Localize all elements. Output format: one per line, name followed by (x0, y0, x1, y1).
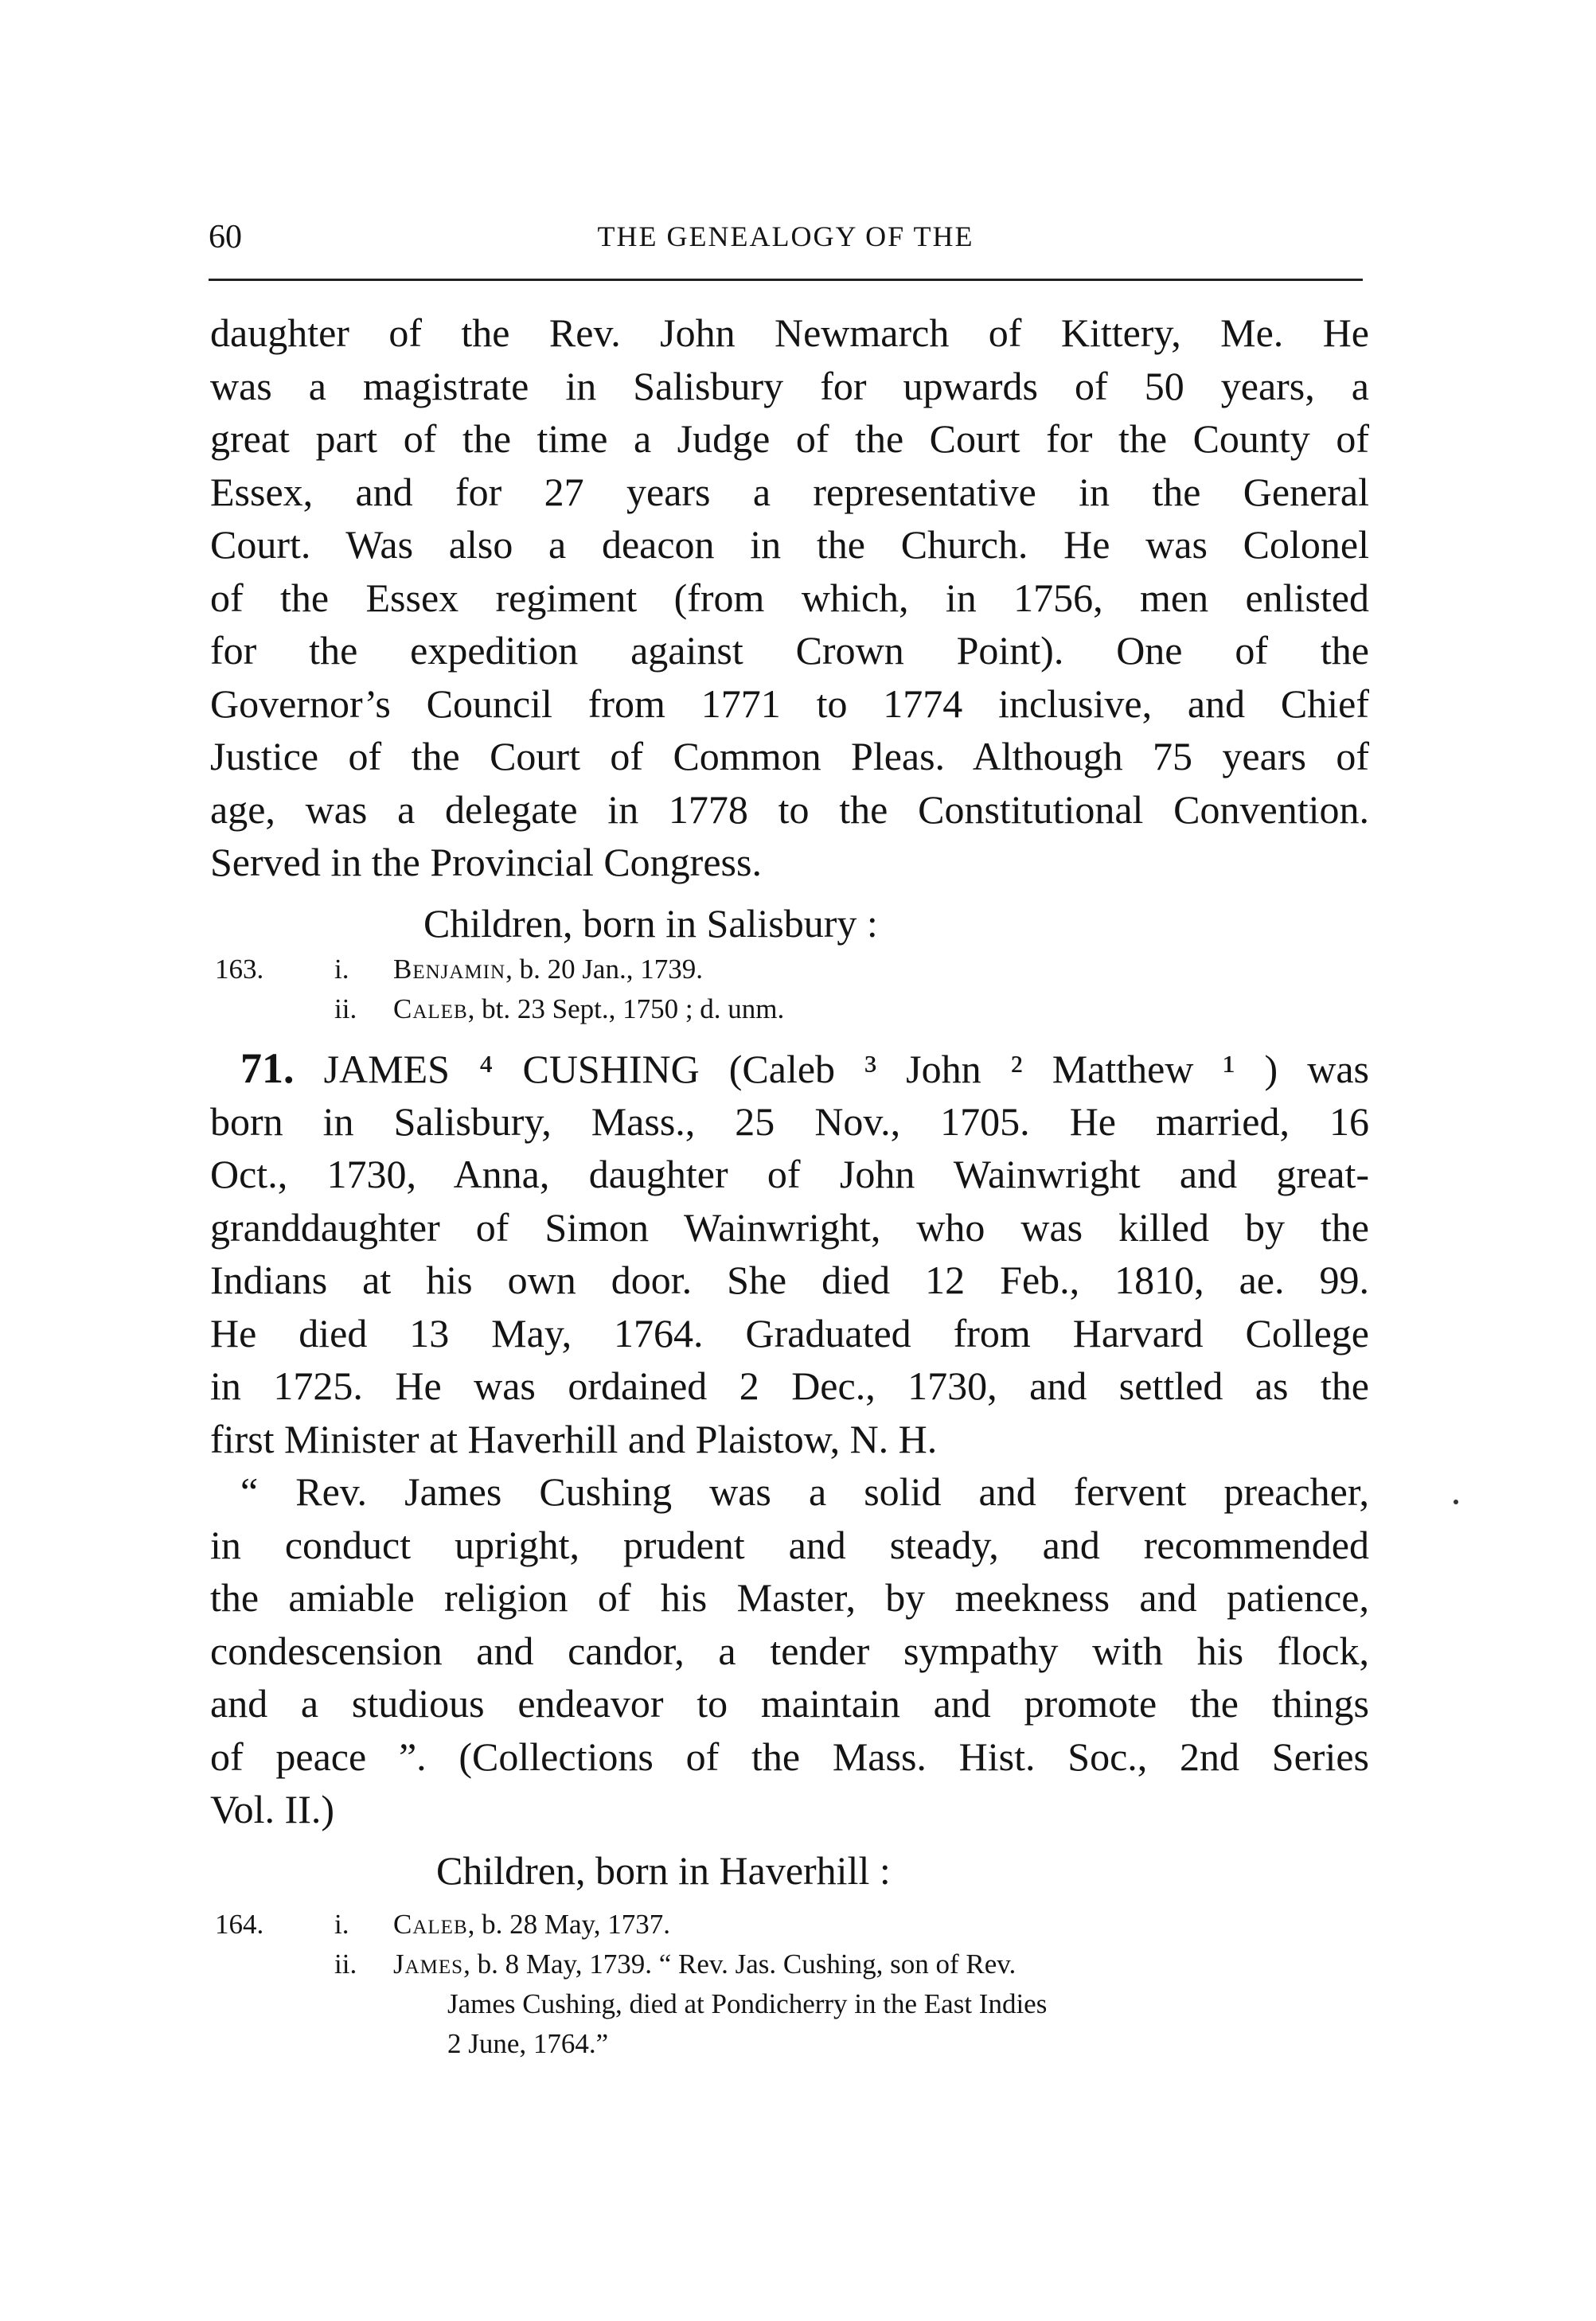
text-line: and a studious endeavor to maintain and promote the things (210, 1681, 1369, 1726)
body-text (210, 306, 1369, 2064)
text-line: of the Essex regiment (from which, in 1756, men enlisted (210, 575, 1369, 620)
text-line: in 1725. He was ordained 2 Dec., 1730, and settled as the (210, 1363, 1369, 1408)
paragraph-continuation (210, 306, 1369, 889)
text-line: Oct., 1730, Anna, daughter of John Wainwright and great- (210, 1152, 1369, 1196)
text-line: Essex, and for 27 years a representative in the General (210, 469, 1369, 514)
text-line: for the expedition against Crown Point). One of the (210, 628, 1369, 673)
text-line: in conduct upright, prudent and steady, and recommended (210, 1522, 1369, 1567)
text-line: Court. Was also a deacon in the Church. He was Colonel (210, 522, 1369, 567)
text-line: Indians at his own door. She died 12 Feb., 1810, ae. 99. (210, 1258, 1369, 1302)
entry-heading: JAMES ⁴ CUSHING (Caleb ³ John ² Matthew ¹ ) was (323, 1047, 1369, 1091)
child-name: Caleb (393, 1909, 468, 1940)
header-rule (209, 279, 1363, 281)
text-line: condescension and candor, a tender sympathy with his flock, (210, 1628, 1369, 1673)
child-entry-continuation (210, 1984, 1369, 2024)
children-heading: Children, born in Salisbury : (423, 900, 878, 946)
page-number: 60 (209, 219, 242, 256)
genealogy-entry-71 (210, 1042, 1369, 1465)
text-line: daughter of the Rev. John Newmarch of Kittery, Me. He (210, 310, 1369, 355)
text-line: “ Rev. James Cushing was a solid and fervent preacher, (240, 1469, 1369, 1514)
text-line: first Minister at Haverhill and Plaistow, N. H. (210, 1416, 938, 1461)
child-number: 163. (215, 954, 264, 985)
children-heading: Children, born in Haverhill : (436, 1847, 891, 1893)
child-entry (210, 1905, 1369, 1945)
child-name: Caleb (393, 993, 468, 1024)
child-entry-continuation (210, 2024, 1369, 2064)
text-line: the amiable religion of his Master, by meekness and patience, (210, 1575, 1369, 1620)
child-entry (210, 1945, 1369, 1984)
text-line: Vol. II.) (210, 1787, 335, 1831)
child-name: Benjamin (393, 954, 506, 985)
quotation (210, 1465, 1369, 1836)
text-line: of peace ”. (Collections of the Mass. Hist. Soc., 2nd Series (210, 1734, 1369, 1779)
page-header (209, 218, 1363, 261)
text-line: Served in the Provincial Congress. (210, 840, 762, 884)
text-line: was a magistrate in Salisbury for upwards of 50 years, a (210, 363, 1369, 408)
print-speck (1454, 1500, 1458, 1504)
child-ordinal: ii. (334, 1948, 357, 1980)
child-ordinal: i. (334, 954, 349, 985)
running-head: THE GENEALOGY OF THE (597, 220, 974, 252)
entry-number: 71. (240, 1044, 295, 1092)
entry-heading-line (210, 1042, 1369, 1095)
child-name: James (393, 1948, 464, 1980)
child-details: , b. 20 Jan., 1739. (505, 954, 703, 985)
child-ordinal: ii. (334, 993, 357, 1024)
text-line: Justice of the Court of Common Pleas. Although 75 years of (210, 734, 1369, 778)
child-details: , bt. 23 Sept., 1750 ; d. unm. (467, 993, 785, 1024)
text-line: Governor’s Council from 1771 to 1774 inclusive, and Chief (210, 681, 1369, 726)
continuation-line: James Cushing, died at Pondicherry in the East Indies (447, 1988, 1048, 2019)
text-line: born in Salisbury, Mass., 25 Nov., 1705. He married, 16 (210, 1098, 1369, 1144)
continuation-line: 2 June, 1764.” (447, 2028, 609, 2059)
text-line: granddaughter of Simon Wainwright, who was killed by the (210, 1204, 1369, 1250)
child-entry (210, 989, 1369, 1029)
child-details: , b. 28 May, 1737. (467, 1909, 671, 1940)
text-line: He died 13 May, 1764. Graduated from Harvard College (210, 1310, 1369, 1356)
child-entry (210, 950, 1369, 989)
text-line: age, was a delegate in 1778 to the Constitutional Convention. (210, 786, 1369, 832)
child-ordinal: i. (334, 1909, 349, 1940)
child-number: 164. (215, 1909, 264, 1940)
text-line: great part of the time a Judge of the Court for the County of (210, 416, 1369, 461)
child-details: , b. 8 May, 1739. “ Rev. Jas. Cushing, son of Rev. (463, 1948, 1017, 1980)
